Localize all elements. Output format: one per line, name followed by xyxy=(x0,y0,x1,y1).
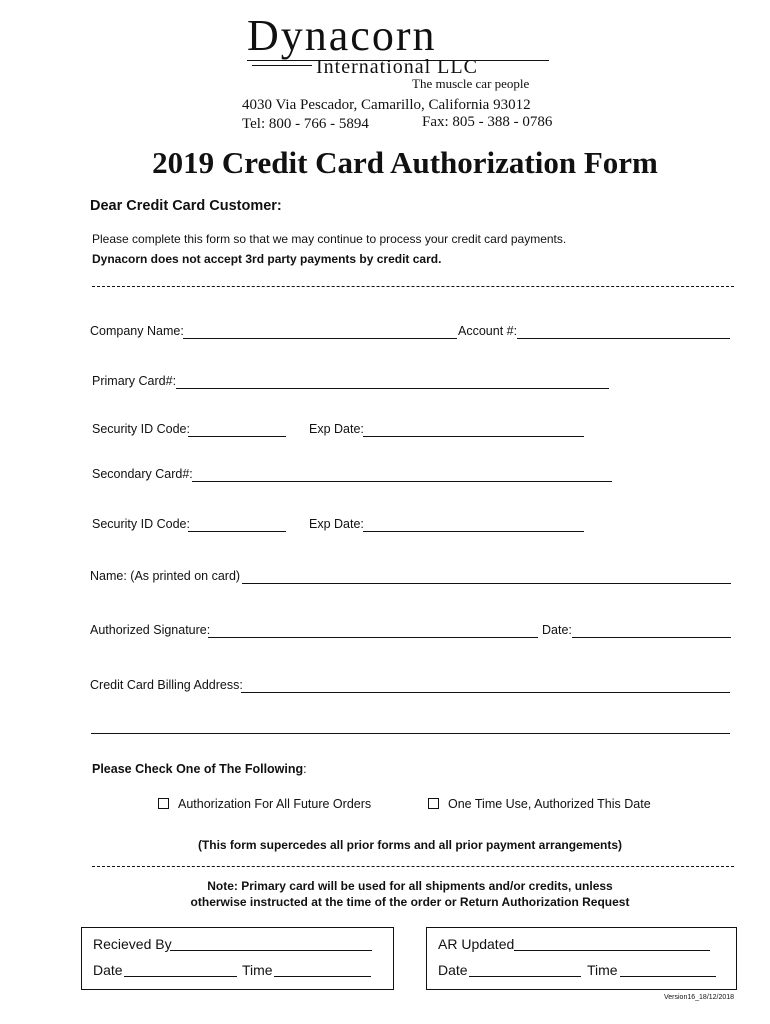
received-by-label: Recieved By xyxy=(93,936,172,952)
right-date-input[interactable] xyxy=(469,976,581,977)
security-id-2-input[interactable] xyxy=(188,531,286,532)
note-line-2: otherwise instructed at the time of the order or Return Authorization Request xyxy=(190,895,630,909)
exp-date-1-input[interactable] xyxy=(363,436,584,437)
notice-text: Dynacorn does not accept 3rd party payments by credit card. xyxy=(92,252,442,266)
received-by-input[interactable] xyxy=(170,950,372,951)
left-time-label: Time xyxy=(242,962,273,978)
divider-bottom xyxy=(92,866,734,867)
left-time-input[interactable] xyxy=(274,976,371,977)
signature-label: Authorized Signature: xyxy=(90,623,211,637)
company-name-input[interactable] xyxy=(183,338,457,339)
security-id-2-label: Security ID Code: xyxy=(92,517,190,531)
security-id-1-label: Security ID Code: xyxy=(92,422,190,436)
company-name-label: Company Name: xyxy=(90,324,184,338)
option-one-time[interactable] xyxy=(428,797,651,811)
supersede-notice: (This form supercedes all prior forms and all prior payment arrangements) xyxy=(197,838,623,852)
name-label: Name: (As printed on card) xyxy=(90,569,241,583)
option-future-orders[interactable] xyxy=(158,797,371,811)
exp-date-1-label: Exp Date: xyxy=(309,422,364,436)
company-subtitle: International LLC xyxy=(316,56,478,78)
ar-updated-label: AR Updated xyxy=(438,936,515,952)
secondary-card-input[interactable] xyxy=(192,481,612,482)
date-input[interactable] xyxy=(572,637,731,638)
note-line-1: Note: Primary card will be used for all shipments and/or credits, unless xyxy=(207,879,613,893)
security-id-1-input[interactable] xyxy=(188,436,286,437)
option-one-time-label: One Time Use, Authorized This Date xyxy=(448,797,651,811)
account-label: Account #: xyxy=(458,324,518,338)
ar-updated-input[interactable] xyxy=(514,950,710,951)
option-future-orders-label: Authorization For All Future Orders xyxy=(178,797,372,811)
billing-address-label: Credit Card Billing Address: xyxy=(90,678,243,692)
primary-card-label: Primary Card#: xyxy=(92,374,177,388)
left-date-label: Date xyxy=(93,962,123,978)
primary-card-input[interactable] xyxy=(176,388,609,389)
name-input[interactable] xyxy=(242,583,731,584)
right-time-label: Time xyxy=(587,962,618,978)
version-label: Version16_18/12/2018 xyxy=(664,994,735,1001)
exp-date-2-input[interactable] xyxy=(363,531,584,532)
greeting: Dear Credit Card Customer: xyxy=(90,198,282,214)
company-fax: Fax: 805 - 388 - 0786 xyxy=(422,114,553,130)
check-heading xyxy=(92,762,307,776)
company-tagline: The muscle car people xyxy=(412,76,530,91)
checkbox-one-time[interactable] xyxy=(428,798,439,809)
right-date-label: Date xyxy=(438,962,468,978)
divider-top xyxy=(92,286,734,287)
form-title: 2019 Credit Card Authorization Form xyxy=(152,145,658,180)
intro-text: Please complete this form so that we may continue to process your credit card payments. xyxy=(92,232,567,246)
secondary-card-label: Secondary Card#: xyxy=(92,467,193,481)
signature-input[interactable] xyxy=(208,637,538,638)
exp-date-2-label: Exp Date: xyxy=(309,517,364,531)
right-time-input[interactable] xyxy=(620,976,716,977)
company-logo-name: Dynacorn xyxy=(247,11,437,60)
date-label: Date: xyxy=(542,623,572,637)
left-date-input[interactable] xyxy=(124,976,237,977)
billing-address-input-line-1[interactable] xyxy=(241,692,730,693)
company-tel: Tel: 800 - 766 - 5894 xyxy=(242,116,369,132)
logo-underline-short xyxy=(252,65,312,66)
account-input[interactable] xyxy=(517,338,730,339)
checkbox-future-orders[interactable] xyxy=(158,798,169,809)
check-heading-colon: : xyxy=(303,762,307,776)
check-heading-text: Please Check One of The Following xyxy=(92,762,304,776)
billing-address-input-line-2[interactable] xyxy=(91,733,730,734)
company-address: 4030 Via Pescador, Camarillo, California 93012 xyxy=(242,97,531,113)
